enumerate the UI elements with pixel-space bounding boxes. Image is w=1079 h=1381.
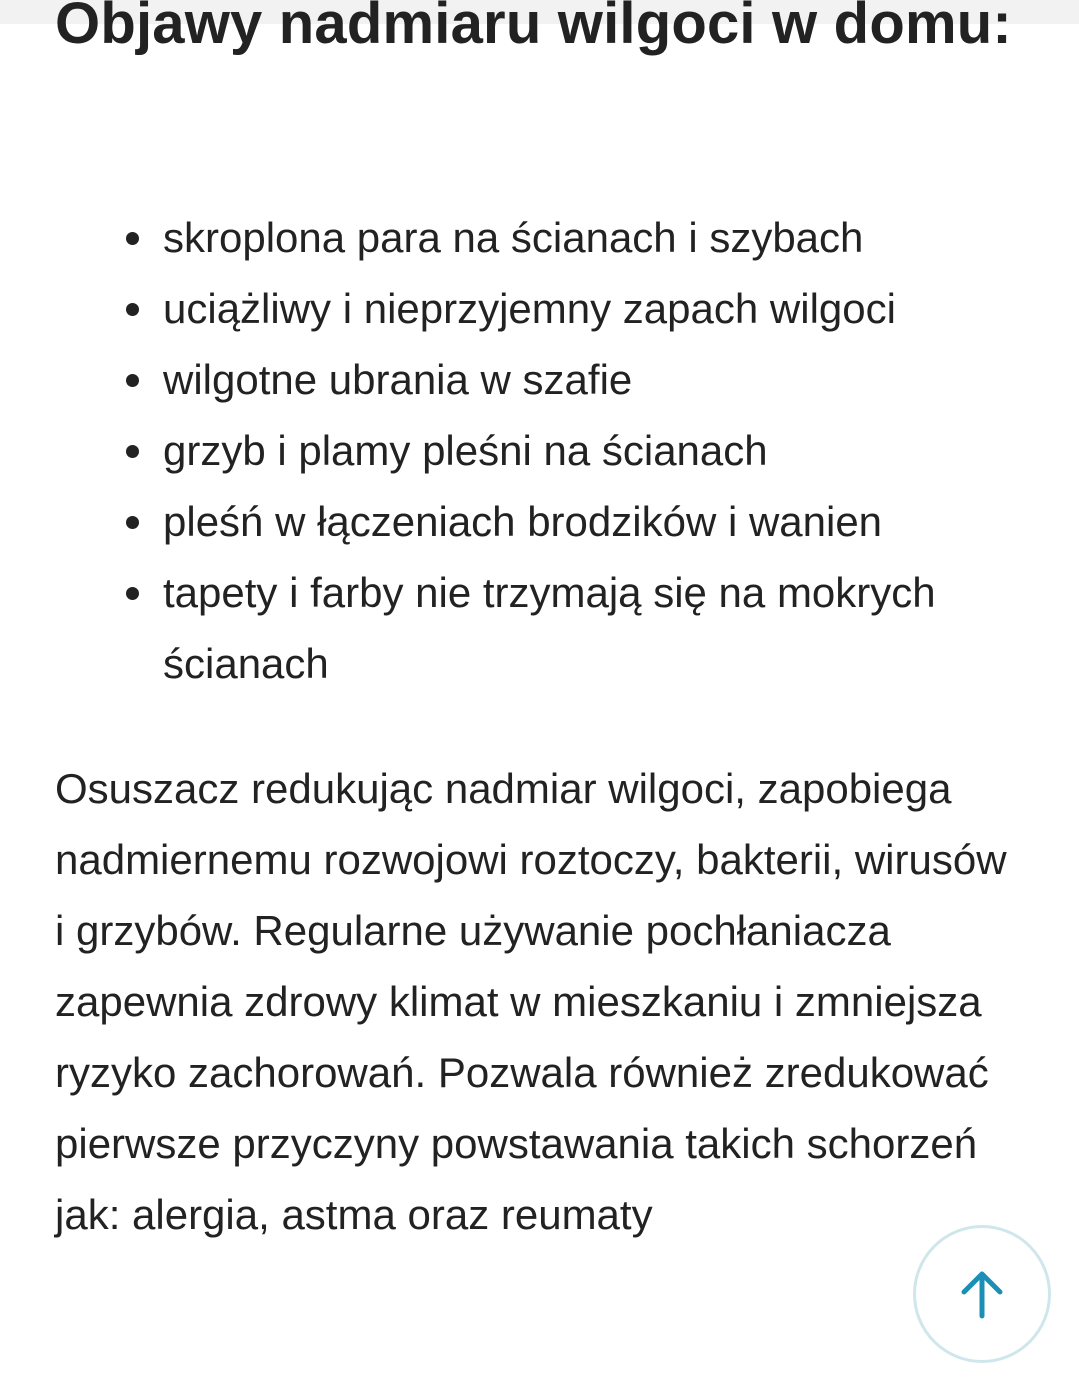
list-item [55,273,1015,344]
list-item-text: skroplona para na ścianach i szybach [163,214,864,261]
bullet-icon [126,374,139,387]
list-item [55,202,1015,273]
body-paragraph: Osuszacz redukując nadmiar wilgoci, zapobiega nadmiernemu rozwojowi roztoczy, bakterii, wirusów i grzybów. Regularne używanie pochłaniacza zapewnia zdrowy klimat w mieszkaniu i zmniejsza ryzyko zachorowań. Pozwala również zredukować pierwsze przyczyny powstawania takich schorzeń jak: alergia, astma oraz reumaty [55,765,1007,1238]
bullet-icon [126,587,139,600]
bullet-icon [126,303,139,316]
symptoms-list [55,202,1015,699]
list-item-text: grzyb i plamy pleśni na ścianach [163,427,768,474]
list-item [55,415,1015,486]
section-heading: Objawy nadmiaru wilgoci w domu: [55,0,1012,56]
bullet-icon [126,516,139,529]
list-item-text: pleśń w łączeniach brodzików i wanien [163,498,883,545]
list-item-text: uciążliwy i nieprzyjemny zapach wilgoci [163,285,896,332]
list-item [55,486,1015,557]
bullet-icon [126,445,139,458]
list-item-text: wilgotne ubrania w szafie [163,356,633,403]
list-item-text: tapety i farby nie trzymają się na mokrych ścianach [163,569,936,687]
bullet-icon [126,232,139,245]
scroll-to-top-button[interactable] [913,1225,1051,1363]
list-item [55,557,1015,699]
list-item [55,344,1015,415]
arrow-up-icon [958,1268,1006,1320]
